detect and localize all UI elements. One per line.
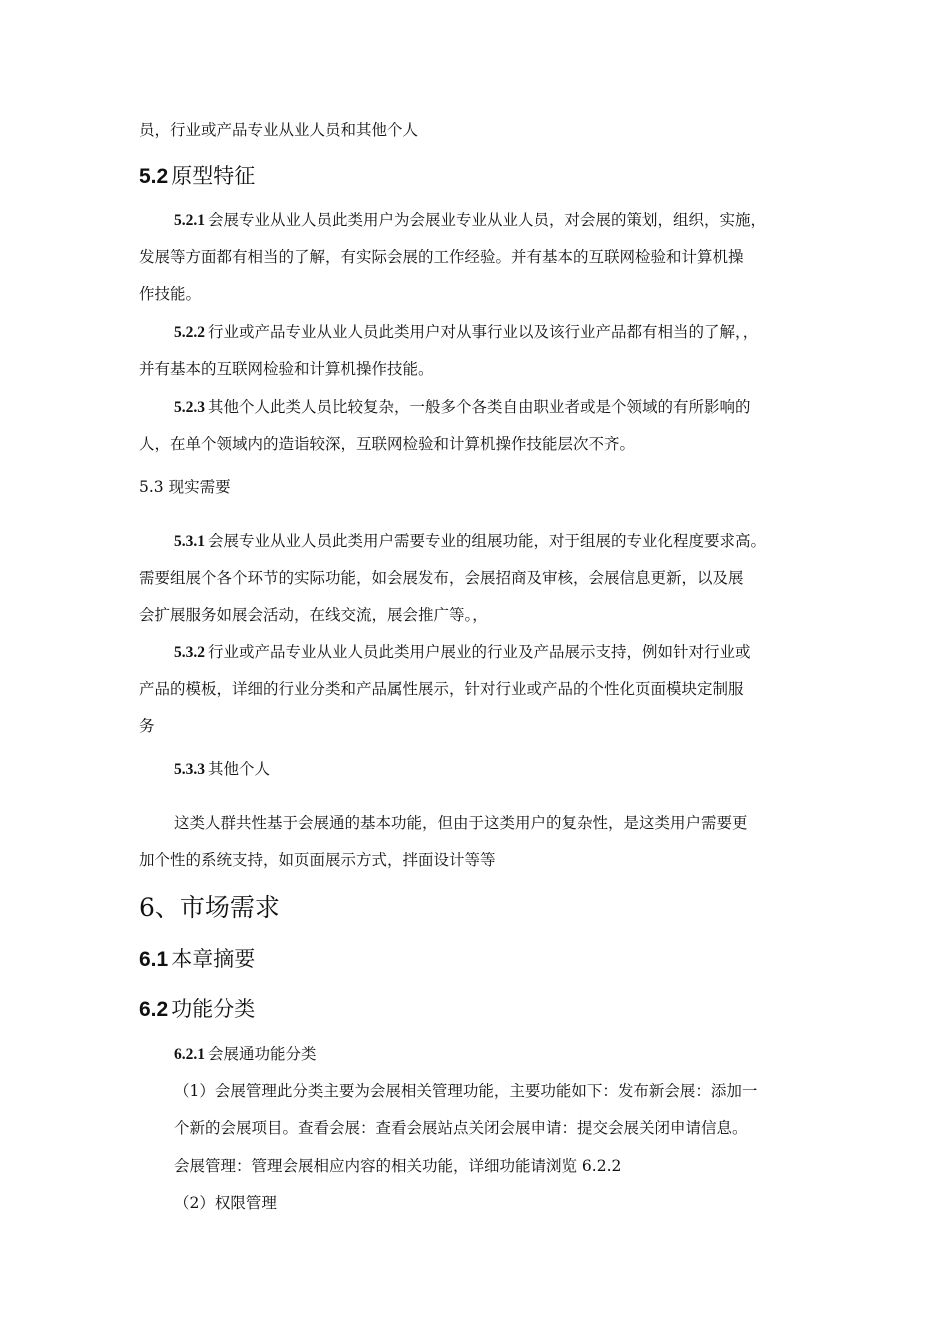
paragraph-text: 会展专业从业人员此类用户为会展业专业从业人员，对会展的策划，组织，实施， [208, 211, 767, 229]
paragraph-5-3-3-title [174, 758, 270, 781]
section-number: 5.3.1 [174, 533, 205, 550]
paragraph-5-2-1-line1 [174, 209, 766, 232]
heading-5-3: 5.3 现实需要 [139, 478, 231, 496]
paragraph-5-2-2-line2: 并有基本的互联网检验和计算机操作技能。 [139, 360, 434, 378]
section-number: 6.2.1 [174, 1046, 205, 1063]
heading-5-2 [139, 162, 255, 191]
paragraph-5-3-1-line3: 会扩展服务如展会活动，在线交流，展会推广等。， [139, 606, 488, 624]
paragraph-text: 其他个人此类人员比较复杂，一般多个各类自由职业者或是个领域的有所影响的 [208, 398, 751, 416]
paragraph-6-2-1-title [174, 1043, 317, 1066]
paragraph-5-3-1-line1 [174, 530, 766, 553]
paragraph-text: 行业或产品专业从业人员此类用户对从事行业以及该行业产品都有相当的了解，， [208, 323, 759, 341]
list-item-1-line3: 会展管理：管理会展相应内容的相关功能，详细功能请浏览 6.2.2 [174, 1157, 622, 1175]
section-number: 5.2.1 [174, 212, 205, 229]
paragraph-5-2-1-line2: 发展等方面都有相当的了解，有实际会展的工作经验。并有基本的互联网检验和计算机操 [139, 248, 744, 266]
heading-number: 5.2 [139, 165, 169, 188]
heading-text: 本章摘要 [171, 947, 256, 971]
heading-6: 6、市场需求 [139, 893, 280, 922]
paragraph-5-2-2-line1 [174, 321, 758, 344]
paragraph-5-2-3-line2: 人，在单个领域内的造诣较深，互联网检验和计算机操作技能层次不齐。 [139, 435, 636, 453]
section-number: 5.2.3 [174, 399, 205, 416]
paragraph-5-3-3-line2: 加个性的系统支持，如页面展示方式，拌面设计等等 [139, 851, 496, 869]
heading-number: 6.2 [139, 998, 169, 1021]
list-item-1-line1: （1）会展管理此分类主要为会展相关管理功能，主要功能如下：发布新会展：添加一 [174, 1082, 758, 1100]
heading-number: 6.1 [139, 948, 169, 971]
list-item-2: （2）权限管理 [174, 1194, 277, 1212]
heading-text: 原型特征 [171, 164, 256, 188]
heading-6-2 [139, 995, 255, 1024]
section-number: 5.3.2 [174, 644, 205, 661]
paragraph-text: 其他个人 [208, 760, 271, 778]
list-item-1-line2: 个新的会展项目。查看会展：查看会展站点关闭会展申请：提交会展关闭申请信息。 [174, 1119, 748, 1137]
heading-text: 功能分类 [171, 997, 256, 1021]
paragraph-5-2-1-line3: 作技能。 [139, 285, 202, 303]
paragraph-5-3-3-line1: 这类人群共性基于会展通的基本功能，但由于这类用户的复杂性，是这类用户需要更 [174, 814, 748, 832]
paragraph-5-2-3-line1 [174, 396, 751, 419]
paragraph-text: 会展专业从业人员此类用户需要专业的组展功能，对于组展的专业化程度要求高。 [208, 532, 767, 550]
section-number: 5.3.3 [174, 761, 205, 778]
paragraph-5-3-2-line2: 产品的模板，详细的行业分类和产品属性展示，针对行业或产品的个性化页面模块定制服 [139, 680, 744, 698]
paragraph-continuation: 员，行业或产品专业从业人员和其他个人 [139, 121, 419, 139]
section-number: 5.2.2 [174, 324, 205, 341]
paragraph-text: 会展通功能分类 [208, 1045, 317, 1063]
paragraph-text: 行业或产品专业从业人员此类用户展业的行业及产品展示支持，例如针对行业或 [208, 643, 751, 661]
paragraph-5-3-1-line2: 需要组展个各个环节的实际功能，如会展发布，会展招商及审核，会展信息更新，以及展 [139, 569, 744, 587]
paragraph-5-3-2-line1 [174, 641, 751, 664]
paragraph-5-3-2-line3: 务 [139, 717, 155, 735]
heading-6-1 [139, 945, 255, 974]
